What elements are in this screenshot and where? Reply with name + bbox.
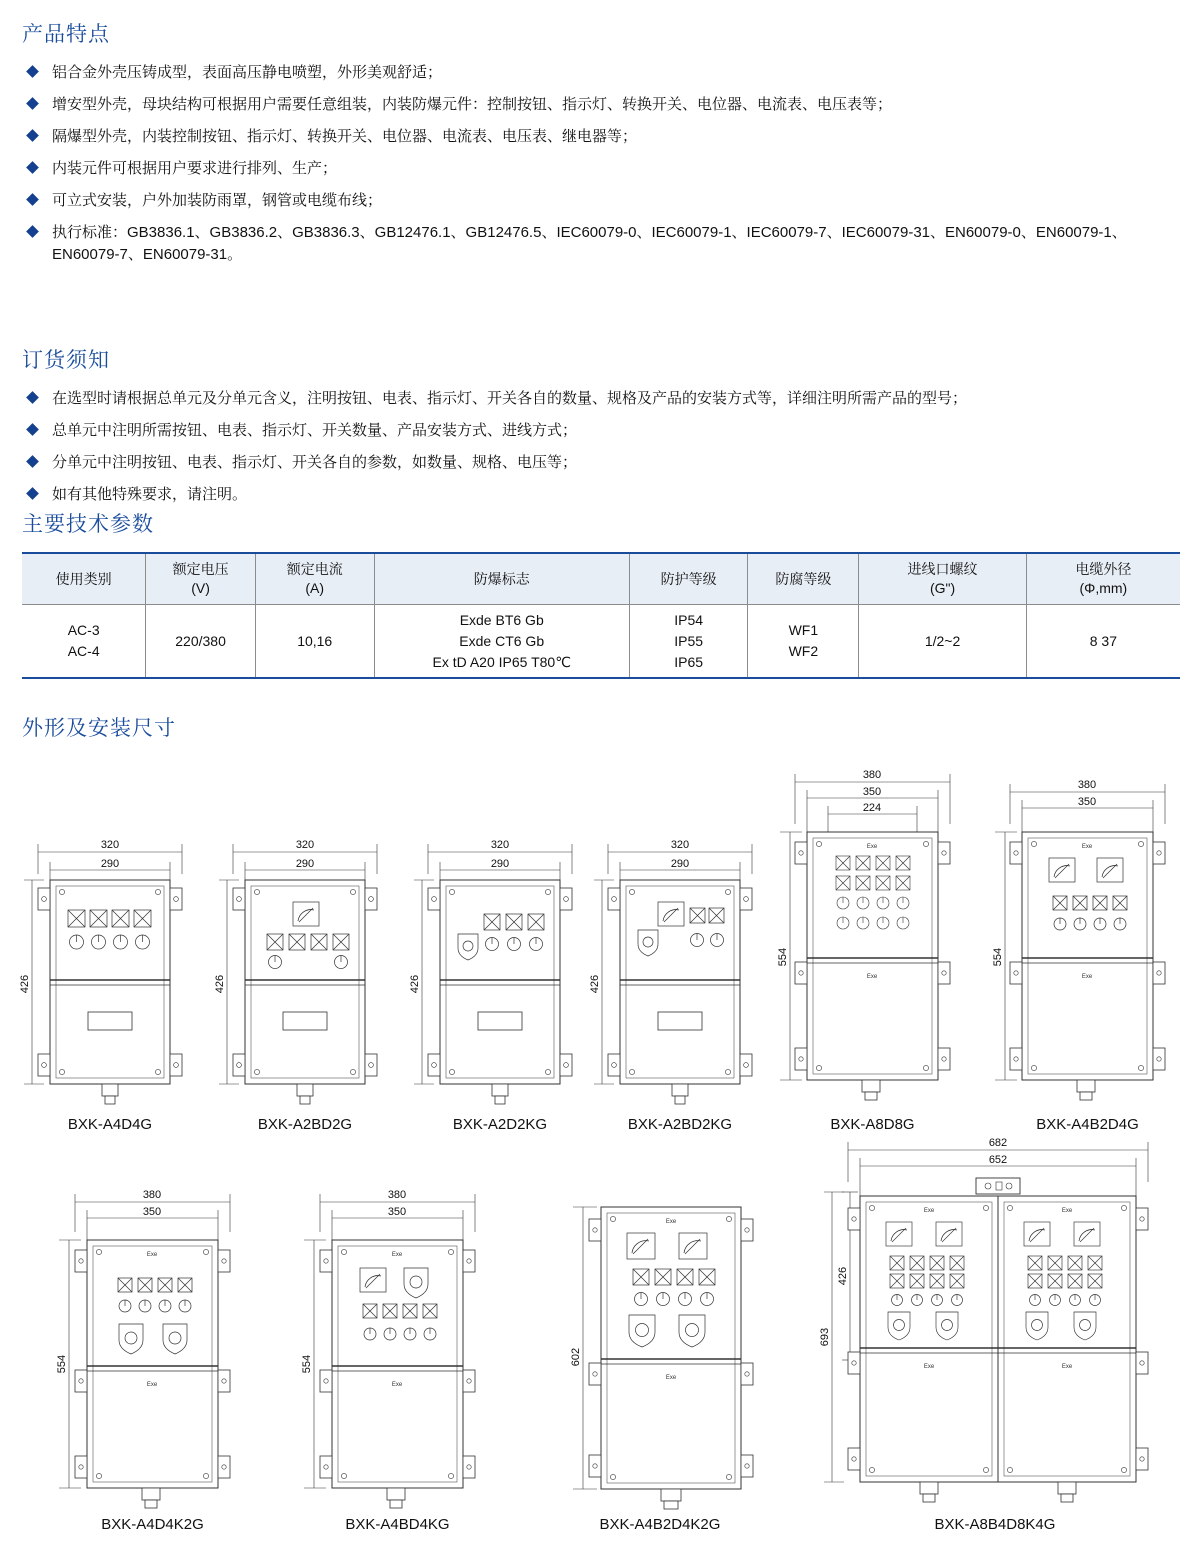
section-title-features: 产品特点	[22, 23, 110, 46]
list-item-text: 如有其他特殊要求，请注明。	[52, 486, 248, 503]
drawing-caption: BXK-A2BD2KG	[627, 1116, 733, 1133]
list-item	[22, 484, 1182, 506]
td-ip-rating: IP54 IP55 IP65	[629, 605, 748, 679]
th-ex-mark: 防爆标志	[374, 553, 629, 605]
dim-height: 426	[19, 974, 31, 994]
dim-height: 554	[56, 1354, 68, 1374]
diamond-bullet-icon	[26, 423, 39, 436]
drawing-caption: BXK-A8B4D8K4G	[934, 1516, 1056, 1533]
dim-height: 554	[992, 947, 1004, 967]
dim-width: 380	[862, 769, 882, 781]
list-item-text: 总单元中注明所需按钮、电表、指示灯、开关数量、产品安装方式、进线方式；	[52, 422, 578, 439]
drawing-caption: BXK-A4D4G	[67, 1116, 153, 1133]
th-thread: 进线口螺纹 (G")	[859, 553, 1026, 605]
exe-label: Exe	[866, 844, 878, 850]
th-voltage: 额定电压 (V)	[146, 553, 255, 605]
dim-height: 426	[589, 974, 601, 994]
drawing-BXK-A4B2D4K2G	[545, 1167, 775, 1533]
th-usage: 使用类别	[22, 553, 146, 605]
diamond-bullet-icon	[26, 225, 39, 238]
dim-inner: 290	[670, 858, 690, 870]
td-current: 10,16	[255, 605, 374, 679]
list-item-text: 增安型外壳，母块结构可根据用户需要任意组装，内装防爆元件：控制按钮、指示灯、转换开关、电位器、电流表、电压表等；	[52, 96, 893, 113]
td-cable-dia: 8 37	[1026, 605, 1180, 679]
dim-inner: 290	[295, 858, 315, 870]
dim-inner: 350	[1077, 796, 1097, 808]
dimension-drawings	[0, 752, 1200, 1564]
exe-label: Exe	[1081, 844, 1093, 850]
th-current: 额定电流 (A)	[255, 553, 374, 605]
dim-inner: 350	[387, 1206, 407, 1218]
dim-width: 320	[490, 839, 510, 851]
th-cable-dia: 电缆外径 (Φ,mm)	[1026, 553, 1180, 605]
list-item-text: 隔爆型外壳，内装控制按钮、指示灯、转换开关、电位器、电流表、电压表、继电器等；	[52, 128, 638, 145]
dim-inner: 652	[988, 1154, 1008, 1166]
dim-height2: 426	[837, 1266, 849, 1286]
dim-inner2: 224	[862, 802, 882, 814]
diamond-bullet-icon	[26, 65, 39, 78]
exe-label: Exe	[1081, 974, 1093, 980]
dim-height: 693	[819, 1327, 831, 1347]
drawing-BXK-A8B4D8K4G	[810, 1130, 1180, 1533]
list-item	[22, 222, 1182, 266]
section-title-params: 主要技术参数	[22, 513, 154, 536]
exe-label: Exe	[923, 1364, 935, 1370]
td-corrosion: WF1 WF2	[748, 605, 859, 679]
exe-label: Exe	[923, 1208, 935, 1214]
list-item	[22, 126, 1182, 148]
dim-height: 554	[301, 1354, 313, 1374]
exe-label: Exe	[146, 1382, 158, 1388]
diamond-bullet-icon	[26, 161, 39, 174]
drawing-BXK-A4D4G	[10, 822, 210, 1133]
table-header-row	[22, 553, 1180, 605]
drawing-BXK-A4D4K2G	[45, 1182, 260, 1533]
dim-width: 320	[295, 839, 315, 851]
dim-height: 426	[214, 974, 226, 994]
section-title-dims: 外形及安装尺寸	[22, 717, 176, 740]
drawing-BXK-A2BD2G	[205, 822, 405, 1133]
exe-label: Exe	[665, 1219, 677, 1225]
drawing-BXK-A8D8G	[770, 762, 975, 1133]
drawing-caption: BXK-A2BD2G	[257, 1116, 353, 1133]
drawing-caption: BXK-A4D4K2G	[101, 1516, 204, 1533]
dim-height: 426	[409, 974, 421, 994]
dim-inner: 290	[100, 858, 120, 870]
drawing-caption: BXK-A4B2D4K2G	[599, 1516, 721, 1533]
dim-height: 602	[570, 1347, 582, 1367]
drawing-caption: BXK-A2D2KG	[452, 1116, 548, 1133]
list-item-text: 执行标准：GB3836.1、GB3836.2、GB3836.3、GB12476.1、GB12476.5、IEC60079-0、IEC60079-1、IEC60079-7、IEC60079-31、EN60079-0、EN60079-1、EN60079-7、EN60079-31。	[52, 224, 1127, 263]
list-item	[22, 94, 1182, 116]
list-item	[22, 158, 1182, 180]
exe-label: Exe	[866, 974, 878, 980]
list-item	[22, 452, 1182, 474]
diamond-bullet-icon	[26, 455, 39, 468]
dim-inner: 350	[142, 1206, 162, 1218]
list-item	[22, 62, 1182, 84]
drawing-BXK-A4B2D4G	[985, 772, 1190, 1133]
exe-label: Exe	[1061, 1364, 1073, 1370]
dim-inner: 350	[862, 786, 882, 798]
drawing-BXK-A2BD2KG	[580, 822, 780, 1133]
exe-label: Exe	[1061, 1208, 1073, 1214]
td-usage: AC-3 AC-4	[22, 605, 146, 679]
dim-width: 380	[387, 1189, 407, 1201]
td-voltage: 220/380	[146, 605, 255, 679]
drawing-BXK-A2D2KG	[400, 822, 600, 1133]
drawing-caption: BXK-A8D8G	[830, 1116, 915, 1133]
section-title-order: 订货须知	[22, 349, 110, 372]
list-item-text: 铝合金外壳压铸成型，表面高压静电喷塑，外形美观舒适；	[52, 64, 443, 81]
list-item	[22, 388, 1182, 410]
td-ex-mark: Exde BT6 Gb Exde CT6 Gb Ex tD A20 IP65 T80℃	[374, 605, 629, 679]
list-item	[22, 190, 1182, 212]
drawing-caption: BXK-A4BD4KG	[345, 1516, 450, 1533]
exe-label: Exe	[665, 1375, 677, 1381]
list-item-text: 在选型时请根据总单元及分单元含义，注明按钮、电表、指示灯、开关各自的数量、规格及产品的安装方式等，详细注明所需产品的型号；	[52, 390, 968, 407]
exe-label: Exe	[391, 1382, 403, 1388]
dim-inner: 290	[490, 858, 510, 870]
diamond-bullet-icon	[26, 97, 39, 110]
order-notes-list	[22, 388, 1182, 516]
list-item-text: 分单元中注明按钮、电表、指示灯、开关各自的参数，如数量、规格、电压等；	[52, 454, 578, 471]
th-corrosion: 防腐等级	[748, 553, 859, 605]
diamond-bullet-icon	[26, 129, 39, 142]
drawing-caption: BXK-A4B2D4G	[1036, 1116, 1139, 1133]
diamond-bullet-icon	[26, 391, 39, 404]
list-item	[22, 420, 1182, 442]
params-table-wrap	[22, 552, 1180, 679]
dim-width: 380	[142, 1189, 162, 1201]
dim-width: 320	[100, 839, 120, 851]
table-row	[22, 605, 1180, 679]
td-thread: 1/2~2	[859, 605, 1026, 679]
drawing-BXK-A4BD4KG	[290, 1182, 505, 1533]
dim-width: 682	[988, 1137, 1008, 1149]
dim-width: 380	[1077, 779, 1097, 791]
diamond-bullet-icon	[26, 487, 39, 500]
list-item-text: 内装元件可根据用户要求进行排列、生产；	[52, 160, 338, 177]
dim-width: 320	[670, 839, 690, 851]
list-item-text: 可立式安装，户外加装防雨罩，钢管或电缆布线；	[52, 192, 383, 209]
features-list	[22, 62, 1182, 276]
diamond-bullet-icon	[26, 193, 39, 206]
th-ip-rating: 防护等级	[629, 553, 748, 605]
exe-label: Exe	[146, 1252, 158, 1258]
exe-label: Exe	[391, 1252, 403, 1258]
params-table	[22, 552, 1180, 679]
dim-height: 554	[777, 947, 789, 967]
